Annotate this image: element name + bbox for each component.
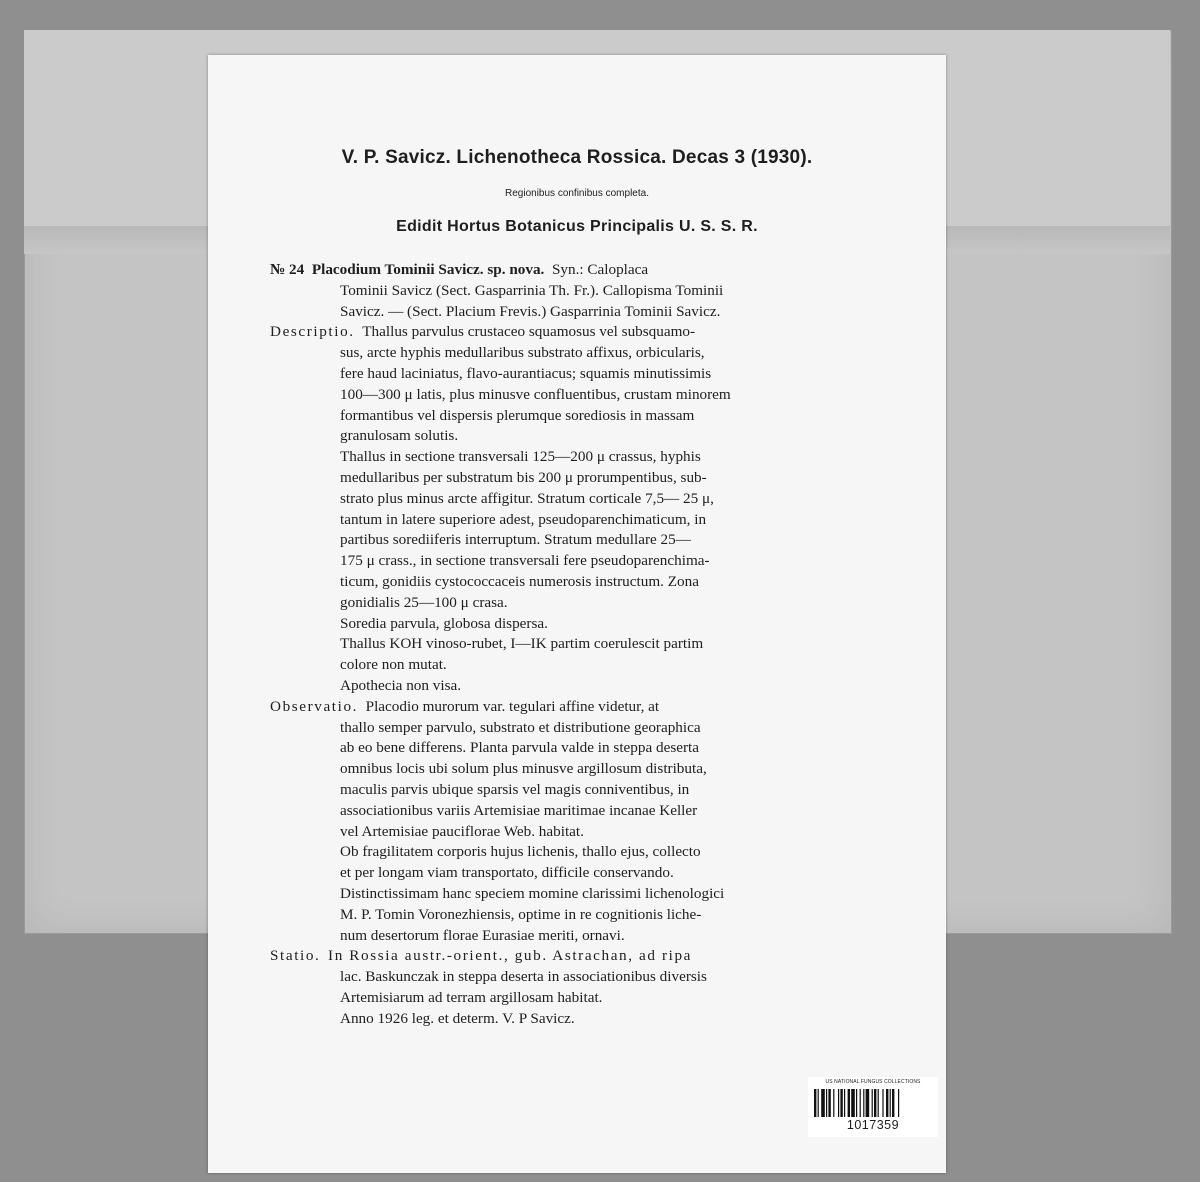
statio-text: In Rossia austr.-orient., gub. Astrachan, ad ripa [328,947,692,965]
barcode-bar [840,1089,842,1117]
barcode-bar [866,1089,870,1117]
statio-first-line [270,946,890,967]
observatio-line: M. P. Tomin Voronezhiensis, optime in re cognitionis liche- [340,905,702,923]
barcode-bar [818,1089,819,1117]
observatio-line: vel Artemisiae pauciflorae Web. habitat. [340,822,584,840]
label-title: V. P. Savicz. Lichenotheca Rossica. Decas 3 (1930). [341,147,813,168]
descriptio-line: colore non mutat. [340,656,447,674]
descriptio-label: Descriptio. [270,323,355,341]
descriptio-line: Thallus in sectione transversali 125—200 μ crassus, hyphis [340,448,701,466]
descriptio-line: Soredia parvula, globosa dispersa. [340,614,548,632]
entry-number: № 24 [270,261,305,278]
descriptio-line: strato plus minus arcte affigitur. Stratum corticale 7,5— 25 μ, [340,489,714,507]
descriptio-line: tantum in latere superiore adest, pseudoparenchimaticum, in [340,510,707,528]
descriptio-text: Thallus parvulus crustaceo squamosus vel subsquamo- [362,323,696,341]
descriptio-line: medullaribus per substratum bis 200 μ prorumpentibus, sub- [340,468,707,486]
label-publisher: Edidit Hortus Botanicus Principalis U. S. S. R. [396,218,758,235]
descriptio-line: sus, arcte hyphis medullaribus substrato affixus, orbicularis, [340,344,705,362]
observatio-label: Observatio. [270,697,359,715]
barcode-bar [882,1089,883,1117]
barcode-bar [828,1089,830,1117]
observatio-line: omnibus locis ubi solum plus minusve argillosum distributa, [340,760,707,778]
observatio-line: thallo semper parvulo, substrato et distributione georaphica [340,718,701,736]
barcode-bar [886,1089,888,1117]
entry-heading-line [270,260,890,281]
synonym-line: Savicz. — (Sect. Placium Frevis.) Gasparrinia Tominii Savicz. [340,302,721,320]
barcode-bar [898,1089,899,1117]
barcode-bar [878,1089,879,1117]
label-body [270,260,890,1029]
observatio-line: maculis parvis ubique sparsis vel magis conniventibus, in [340,780,690,798]
statio-line: Artemisiarum ad terram argillosam habitat. [340,988,603,1006]
descriptio-line: partibus sorediiferis interruptum. Stratum medullare 25— [340,531,691,549]
observatio-line: Ob fragilitatem corporis hujus lichenis, thallo ejus, collecto [340,843,701,861]
barcode-bar [863,1089,864,1117]
statio-label: Statio. [270,947,321,965]
descriptio-first-line [270,322,890,343]
descriptio-line: ticum, gonidiis cystococcaceis numerosis instructum. Zona [340,572,699,590]
descriptio-line: formantibus vel dispersis plerumque sorediosis in massam [340,406,695,424]
barcode-bar [844,1089,845,1117]
descriptio-line: 175 μ crass., in sectione transversali fere pseudoparenchima- [340,552,710,570]
statio-line: Anno 1926 leg. et determ. V. P Savicz. [340,1009,575,1027]
observatio-line: num desertorum florae Eurasiae meriti, ornavi. [340,926,625,944]
descriptio-line: Apothecia non visa. [340,676,462,694]
label-subtitle: Regionibus confinibus completa. [505,188,649,199]
observatio-line: et per longam viam transportato, difficile conservando. [340,864,674,882]
specimen-label [208,55,946,1173]
barcode-bar [860,1089,861,1117]
barcode-bar [851,1089,855,1117]
barcode-bar [826,1089,827,1117]
barcode-bar [874,1089,876,1117]
barcode-bar [848,1089,850,1117]
descriptio-line: fere haud laciniatus, flavo-aurantiacus; squamis minutissimis [340,364,712,382]
barcode-bar [833,1089,834,1117]
synonyms-intro: Syn.: Caloplaca [551,261,649,278]
barcode-bar [821,1089,825,1117]
descriptio-line: granulosam solutis. [340,427,459,445]
descriptio-line: gonidialis 25—100 μ crasa. [340,593,508,611]
observatio-line: associationibus variis Artemisiae maritimae incanae Keller [340,801,698,819]
barcode-bars [814,1089,932,1117]
barcode-bar [872,1089,873,1117]
observatio-line: Distinctissimam hanc speciem momine clarissimi lichenologici [340,884,725,902]
barcode-label [808,1077,938,1137]
barcode-bar [890,1089,891,1117]
observatio-first-line [270,697,890,718]
barcode-bar [856,1089,857,1117]
barcode-bar [838,1089,839,1117]
barcode-bar [814,1089,816,1117]
observatio-line: ab eo bene differens. Planta parvula valde in steppa deserta [340,739,700,757]
barcode-number: 1017359 [846,1118,900,1132]
species-name: Placodium Tominii Savicz. sp. nova. [311,261,545,278]
barcode-bar [892,1089,894,1117]
synonym-line: Tominii Savicz (Sect. Gasparrinia Th. Fr.). Callopisma Tominii [340,281,724,299]
barcode-collection: US NATIONAL FUNGUS COLLECTIONS [825,1079,921,1085]
descriptio-line: Thallus KOH vinoso-rubet, I—IK partim coerulescit partim [340,635,704,653]
statio-line: lac. Baskunczak in steppa deserta in associationibus diversis [340,968,707,986]
descriptio-line: 100—300 μ latis, plus minusve confluentibus, crustam minorem [340,385,731,403]
observatio-text: Placodio murorum var. tegulari affine videtur, at [365,697,660,715]
